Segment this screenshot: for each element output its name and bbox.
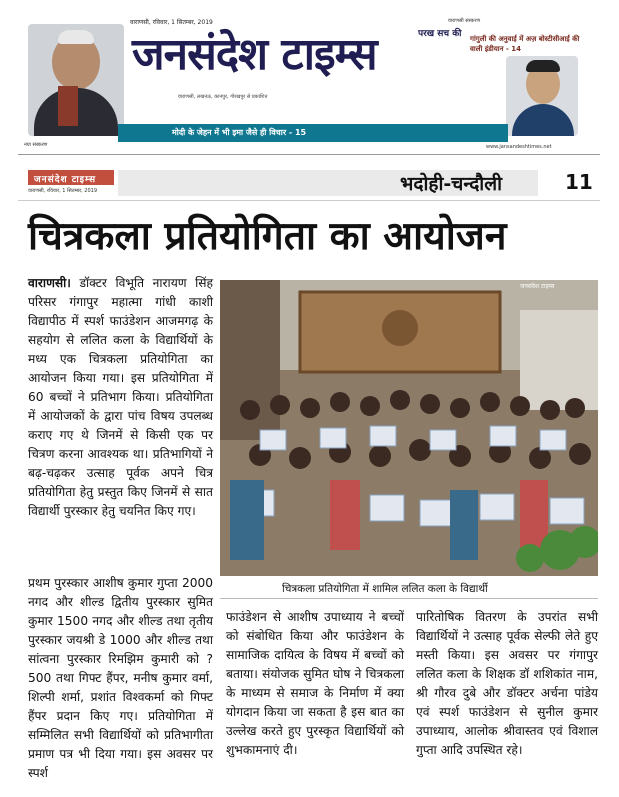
website-url: www.jansandeshtimes.net [486,144,552,150]
cricketer-portrait [506,56,578,136]
politician-portrait [28,24,124,136]
page-number: 11 [565,170,593,194]
promo-band-text: मोदी के जेहन में भी इमा जैसे ही विचार - 15 [172,128,307,137]
article-paragraph-3: फाउंडेशन से आशीष उपाध्याय ने बच्चों को संबोधित किया और फाउंडेशन के सामाजिक दायित्व के विषय में बच्चों को बताया। संयोजक सुमित घोष ने चित्रकला के माध्यम से समाज के निर्माण में क्या योगदान किया जा सकता है इस बात का उल्लेख करते हुए पुरस्कृत विद्यार्थियों को शुभकामनाएं दी। [226,610,404,757]
article-dateline: वाराणसी। [28,276,71,290]
article-headline: चित्रकला प्रतियोगिता का आयोजन [28,214,507,259]
promo-headline-right: गांगुली की अनुवाई में अज़ बोस्टीसीआई की वाली इंडीयान - 14 [470,35,580,53]
photo-watermark: जनसंदेश टाइम्स [520,283,555,290]
article-paragraph-1 [28,274,213,521]
article-paragraph-2: प्रथम पुरस्कार आशीष कुमार गुप्ता 2000 नगद और शील्ड द्वितीय पुरस्कार सुमित कुमार 1500 नगद और शील्ड तथा तृतीय पुरस्कार जयश्री डे 1000 और शील्ड तथा सांत्वना पुरस्कार रिमझिम कुमारी को ?500 तथा गिफ्ट हैंपर, मनीष कुमार वर्मा, शिल्पी शर्मा, प्रशांत विश्वकर्मा को गिफ्ट हैंपर प्रदान किए गए। प्रतियोगिता में सम्मिलित सभी विद्यार्थियों को प्रतिभागीता प्रमाण पत्र भी दिया गया। इस अवसर पर स्पर्श [28,576,213,780]
page-brand: जनसंदेश टाइम्स [34,175,97,185]
group-photo-illustration [220,280,598,576]
section-title: भदोही-चन्दौली [400,173,503,195]
photo-caption: चित्रकला प्रतियोगिता में शामिल ललित कला के विद्यार्थी [282,583,488,595]
divider [18,154,600,155]
newspaper-brand: जनसंदेश टाइम्स [132,29,377,80]
masthead [18,14,600,152]
page-date: वाराणसी, रविवार, 1 सितम्बर, 2019 [28,188,98,194]
tagline: परख सच की [418,29,462,39]
edition-label: नया संस्करण [24,142,48,148]
masthead-subline: वाराणसी, लखनऊ, कानपुर, गोरखपुर से प्रकाशित [178,94,268,100]
article-text: डॉक्टर विभूति नारायण सिंह परिसर गंगापुर महात्मा गांधी काशी विद्यापीठ में स्पर्श फाउंडेशन आजमगढ़ के सहयोग से ललित कला के विद्यार्थियों के मध्य एक चित्रकला प्रतियोगिता का आयोजन किया गया। इस प्रतियोगिता में 60 बच्चों ने प्रतिभाग किया। प्रतियोगिता में आयोजकों के द्वारा पांच विषय उपलब्ध कराए गए थे जिनमें से किसी एक पर चित्रण करना आवश्यक था। प्रतिभागियों ने बढ़-चढ़कर उत्साह पूर्वक अपने चित्र प्रतियोगिता हेतु प्रस्तुत किए जिनमें से सात विद्यार्थी पुरस्कार हेतु चयनित किए गए। [28,276,214,518]
article-paragraph-4: पारितोषिक वितरण के उपरांत सभी विद्यार्थियों ने उत्साह पूर्वक सेल्फी लेते हुए मस्ती किया। इस अवसर पर गंगापुर ललित कला के शिक्षक डॉ शशिकांत नाम, श्री गौरव दुबे और डॉक्टर अर्चना पांडेय एवं स्पर्श फाउंडेशन से सुनील कुमार उपाध्याय, आलोक श्रीवास्तव एवं विशाल गुप्ता आदि उपस्थित रहे। [416,610,598,757]
divider [18,200,600,201]
masthead-dateline: वाराणसी, रविवार, 1 सितम्बर, 2019 [130,19,213,26]
issue-info: वाराणसी संस्करण [448,18,481,24]
divider [220,598,598,599]
article-photo [220,280,598,576]
